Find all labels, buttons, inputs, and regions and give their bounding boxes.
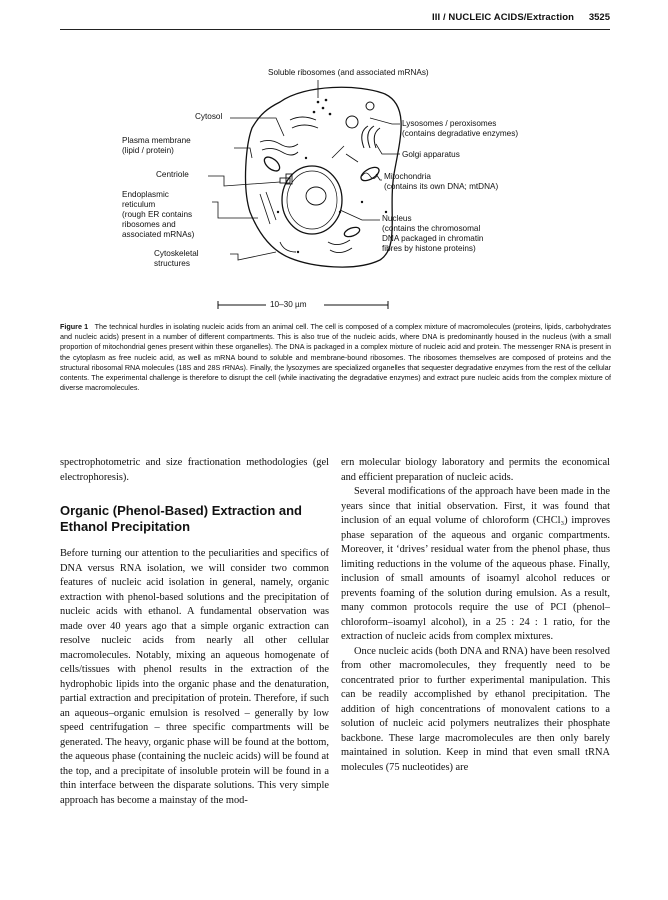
label-er-1: Endoplasmic — [122, 190, 169, 199]
label-nucleus-1: Nucleus — [382, 214, 412, 223]
page-number: 3525 — [588, 12, 610, 23]
label-cytosol: Cytosol — [195, 112, 223, 121]
label-nucleus-4: fibres by histone proteins) — [382, 244, 476, 253]
label-nucleus-2: (contains the chromosomal — [382, 224, 481, 233]
right-column — [341, 456, 610, 775]
label-nucleus-3: DNA packaged in chromatin — [382, 234, 484, 243]
figure-caption — [60, 322, 611, 393]
cell-drawing — [100, 62, 580, 312]
caption-label: Figure 1 — [60, 322, 89, 331]
label-cytoskeletal-2: structures — [154, 259, 190, 268]
header-rule — [60, 29, 610, 30]
section-heading: Organic (Phenol-Based) Extraction and Ethanol Precipitation — [60, 503, 302, 534]
caption-text: The technical hurdles in isolating nucleic acids from an animal cell. The cell is composed of a complex mixture of macromolecules (proteins, lipids, carbohydrates and nucleic acids) present in a number of different compartments. This is also true of the nucleic acids, where DNA is predominantly housed in the nucleus (with a small proportion of mitochondrial genes present within these organelles). The DNA is packaged in a complex mixture of nucleic acid and protein. The messenger RNA is present in the cytoplasm as free nucleic acid, as well as mRNA bound to soluble and membrane-bound ribosomes. The ribosomes themselves are composed of proteins and the structural ribosomal RNA molecules (18S and 28S rRNAs). Finally, the lysozymes are specialized organelles that sequester degradative enzymes from the rest of the cellular contents. The experimental challenge is therefore to disrupt the cell (while inactivating the degradative enzymes) and extract pure nucleic acids from the complex mixture of diverse macromolecules. — [60, 322, 611, 393]
label-mitochondria-1: Mitochondria — [384, 172, 431, 181]
left-intro: spectrophotometric and size fractionation methodologies (gel electrophoresis). — [60, 457, 329, 483]
label-centriole: Centriole — [156, 170, 189, 179]
label-er-4: ribosomes and — [122, 220, 176, 229]
right-continuation: ern molecular biology laboratory and permits the economical and efficient preparation of nucleic acids. — [341, 457, 610, 483]
label-lysosomes-1: Lysosomes / peroxisomes — [402, 119, 497, 128]
cell-diagram — [100, 62, 580, 312]
label-soluble-ribosomes: Soluble ribosomes (and associated mRNAs) — [268, 68, 429, 77]
nucleus-outline — [282, 166, 342, 234]
scale-label: 10–30 µm — [270, 300, 307, 309]
label-lysosomes-2: (contains degradative enzymes) — [402, 129, 519, 138]
label-plasma-membrane-1: Plasma membrane — [122, 136, 191, 145]
header-title: III / NUCLEIC ACIDS/Extraction — [432, 12, 574, 23]
right-paragraph-3: Once nucleic acids (both DNA and RNA) have been resolved from other macromolecules, they frequently need to be concentrated prior to further experimental manipulation. This can be readily accomplished by ethanol precipitation. The addition of high concentrations of monovalent cations to a solution of nucleic acid polymers neutralizes their phosphate backbone. These large macromolecules are then only barely maintained in solution. Keep in mind that even small tRNA molecules (75 nucleotides) are — [341, 645, 610, 773]
running-header — [60, 8, 610, 30]
label-er-2: reticulum — [122, 200, 156, 209]
label-mitochondria-2: (contains its own DNA; mtDNA) — [384, 182, 499, 191]
left-column — [60, 456, 329, 808]
left-paragraph: Before turning our attention to the peculiarities and specifics of DNA versus RNA isolation, we will consider two common features of nucleic acid isolation in general, namely, organic extraction with phenol-based solutions and the precipitation of nucleic acids with ethanol. A fundamental observation was made over 40 years ago that a simple organic extraction can resolve nucleic acids from nearly all other cellular macromolecules. Notably, mixing an aqueous homogenate of cells/tissues with phenol results in the extraction of the hydrophobic lipids into the organic phase and the denaturation, partial extraction and precipitation of protein. Therefore, if such an aqueous–organic emulsion is resolved – generally by low speed centrifugation – three specific compartments will be generated. The heavy, organic phase will be found at the bottom, the aqueous phase (containing the nucleic acids) will be found at the top, and a precipitate of insoluble protein will be found in a thin interface between the disparate solutions. This very simple approach has become a mainstay of the mod- — [60, 548, 329, 806]
label-er-3: (rough ER contains — [122, 210, 193, 219]
label-golgi: Golgi apparatus — [402, 150, 460, 159]
right-paragraph-2: Several modifications of the approach have been made in the years since that initial observation. First, it was found that inclusion of an equal volume of chloroform (CHCl₃) improves phase separation of the aqueous and organic compartments. Moreover, it ‘drives’ residual water from the phenol phase, thus limiting reductions in the volume of the aqueous phase. Finally, inclusion of small amounts of isoamyl alcohol reduces or prevents foaming of the solution during emulsion. As a result, many common protocols require the use of PCI (phenol–chloroform–isoamyl alcohol), in a 25 : 24 : 1 ratio, for the extraction of nucleic acids from complex mixtures. — [341, 486, 610, 642]
label-plasma-membrane-2: (lipid / protein) — [122, 146, 174, 155]
label-cytoskeletal-1: Cytoskeletal — [154, 249, 199, 258]
label-er-5: associated mRNAs) — [122, 230, 195, 239]
